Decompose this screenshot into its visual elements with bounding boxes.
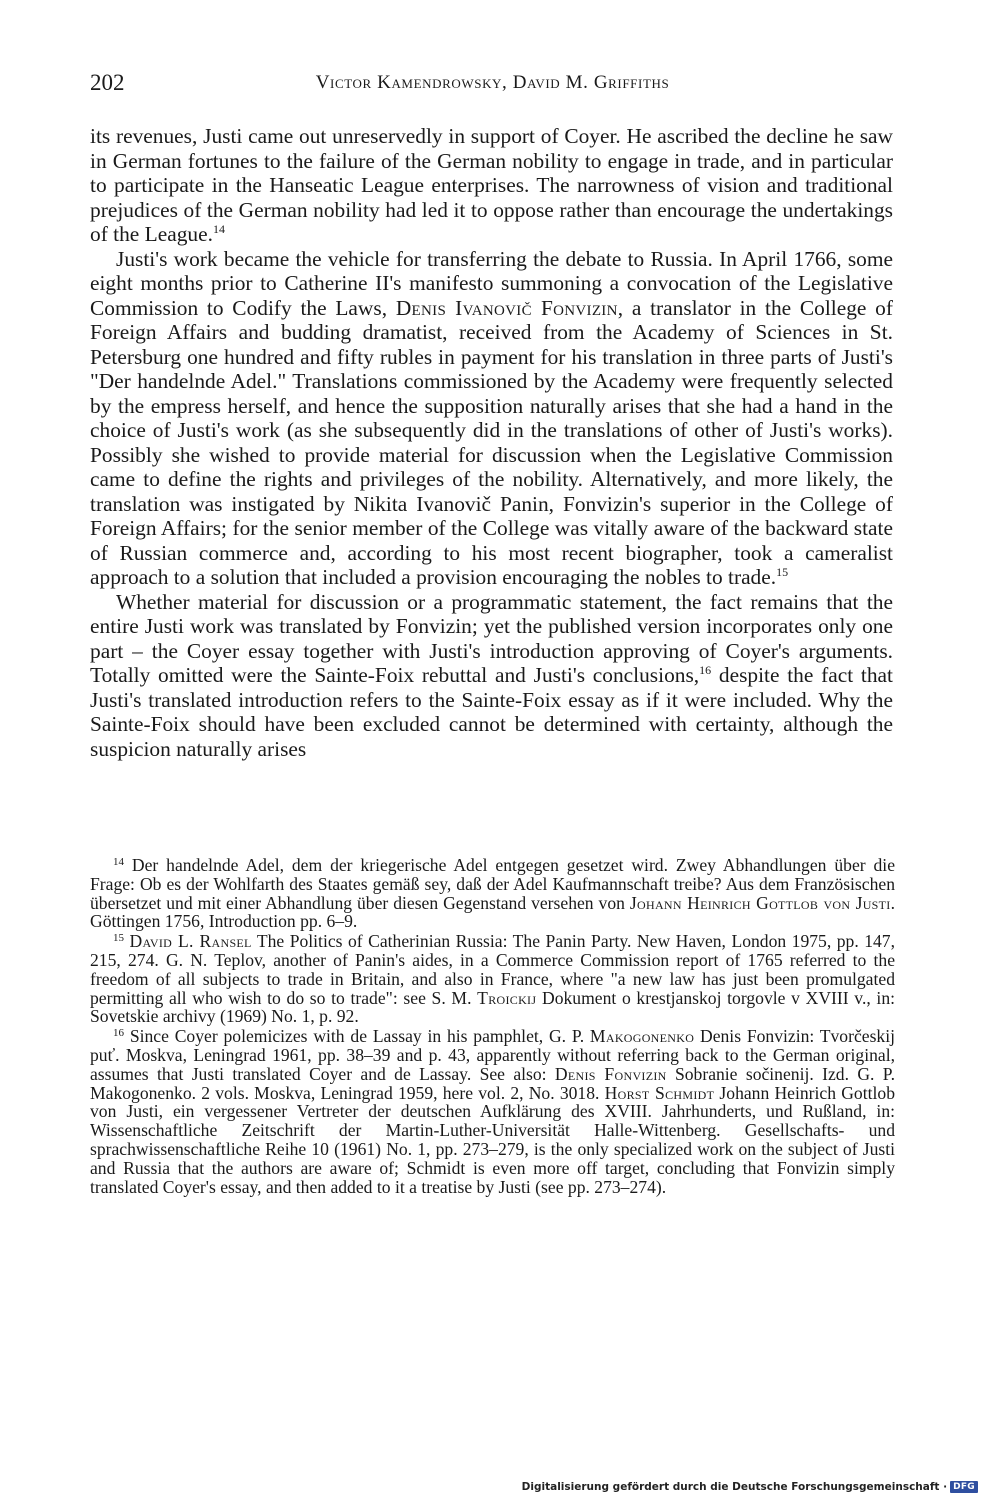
person-name: Denis Ivanovič Fonvizin bbox=[395, 295, 618, 320]
footnote-text: The Politics of Catherinian Russia: The Panin Party. New Haven, London 1975, pp. 147, 215, 274. G. N. Teplov, another of Panin's aides, in a Commerce Commission report of 1765 referred to the freedom of all subjects to trade in Britain, and also in France, where "a new law has just been promulgated permitting all who wish to do so to trade": see S. M. bbox=[90, 931, 896, 1008]
footnote-text: Der handelnde Adel, dem der kriegerische Adel entgegen gesetzet wird. Zwey Abhandlungen über die Frage: Ob es der Wohlfarth des Staates gemäß sey, daß der Adel Kaufmannschaft treibe? Aus dem Französischen übersetzet und mit einer Abhandlung über diesen Gegenstand versehen von bbox=[90, 855, 895, 913]
footnote-16 bbox=[90, 1027, 895, 1196]
footnote-number: 16 bbox=[113, 1027, 124, 1040]
author-name: Horst Schmidt bbox=[604, 1082, 715, 1103]
author-name: Makogonenko bbox=[589, 1026, 695, 1047]
footnote-text: Since Coyer polemicizes with de Lassay in his pamphlet, G. P. bbox=[129, 1026, 590, 1047]
funding-notice bbox=[522, 1481, 978, 1493]
footnote-15 bbox=[90, 932, 895, 1026]
footnotes bbox=[90, 856, 895, 1197]
footnote-ref-15[interactable]: 15 bbox=[776, 565, 789, 579]
paragraph-3 bbox=[90, 590, 893, 762]
paragraph-2 bbox=[90, 247, 893, 590]
running-title: Victor Kamendrowsky, David M. Griffiths bbox=[315, 72, 670, 93]
paragraph-text: Whether material for discussion or a programmatic statement, the fact remains that the entire Justi work was translated by Fonvizin; yet the published version incorporates only one part – the Coyer essay together with Justi's introduction approving of Coyer's arguments. Totally omitted were the Sainte-Foix rebuttal and Justi's conclusions, bbox=[90, 589, 893, 687]
paragraph-text: despite the fact that Justi's translated introduction refers to the Sainte-Foix essay as if it were included. Why the Sainte-Foix should have been excluded cannot be determined with certainty, although the suspicion naturally arises bbox=[90, 663, 893, 761]
footnote-number: 15 bbox=[113, 932, 124, 945]
footnote-text: Sobranie sočinenij. Izd. G. P. Makogonenko. 2 vols. Moskva, Leningrad 1959, here vol. 2, No. 3018. bbox=[90, 1063, 896, 1103]
footnote-text: Dokument o krestjanskoj torgovle v XVIII v., in: Sovetskie archivy (1969) No. 1, p. 92. bbox=[90, 987, 895, 1027]
footnote-text: . Göttingen 1756, Introduction pp. 6–9. bbox=[90, 892, 895, 932]
dfg-logo-icon: DFG bbox=[950, 1481, 978, 1493]
running-head bbox=[90, 70, 895, 100]
author-name: Johann Heinrich Gottlob von Justi bbox=[629, 892, 891, 913]
paragraph-text: , a translator in the College of Foreign Affairs and budding dramatist, received from the Academy of Sciences in St. Petersburg one hundred and fifty rubles in payment for his translation in three parts of Justi's "Der handelnde Adel." Translations commissioned by the Academy were frequently selected by the empress herself, and hence the supposition naturally arises that she had a hand in the choice of Justi's work (as she subsequently did in the translations of other of Justi's works). Possibly she wished to provide material for discussion when the Legislative Commission came to define the rights and privileges of the nobility. Alternatively, and more likely, the translation was instigated by Nikita Ivanovič Panin, Fonvizin's superior in the College of Foreign Affairs; for the senior member of the College was vitally aware of the backward state of Russian commerce and, according to his most recent biographer, took a cameralist approach to a solution that included a provision encouraging the nobles to trade. bbox=[90, 295, 893, 589]
footnote-number: 14 bbox=[113, 856, 124, 868]
page-number: 202 bbox=[90, 70, 125, 95]
footnote-text: Johann Heinrich Gottlob von Justi, ein vergessener Vertreter der deutschen Aufklärung des XVIII. Jahrhunderts, und Rußland, in: Wissenschaftliche Zeitschrift der Martin-Luther-Universität Halle-Wittenberg. Gesellschafts- und sprachwissenschaftliche Reihe 10 (1961) No. 1, pp. 273–279, is the only specialized work on the subject of Justi and Russia that the authors are aware of; Schmidt is even more off target, concluding that Fonvizin simply translated Coyer's essay, and then added to it a treatise by Justi (see pp. 273–274). bbox=[90, 1082, 895, 1197]
footnote-text: Denis Fonvizin: Tvorčeskij puť. Moskva, Leningrad 1961, pp. 38–39 and p. 43, apparently without referring back to the German original, assumes that Justi translated Coyer and de Lassay. See also: bbox=[90, 1026, 896, 1084]
footnote-ref-16[interactable]: 16 bbox=[699, 663, 712, 677]
author-name: Troickij bbox=[477, 987, 537, 1008]
footnote-ref-14[interactable]: 14 bbox=[212, 222, 225, 236]
footnote-14 bbox=[90, 856, 895, 931]
paragraph-text: Justi's work became the vehicle for transferring the debate to Russia. In April 1766, some eight months prior to Catherine II's manifesto summoning a convocation of the Legislative Commission to Codify the Laws, bbox=[90, 246, 893, 320]
author-name: Denis Fonvizin bbox=[554, 1063, 667, 1084]
main-text bbox=[90, 124, 893, 761]
paragraph-text: its revenues, Justi came out unreservedly in support of Coyer. He ascribed the decline he saw in German fortunes to the failure of the German nobility to engage in trade, and in particular to participate in the Hanseatic League enterprises. The narrowness of vision and traditional prejudices of the German nobility had led it to oppose rather than encourage the undertakings of the League. bbox=[90, 124, 893, 246]
author-name: David L. Ransel bbox=[129, 931, 252, 952]
funding-text: Digitalisierung gefördert durch die Deutsche Forschungsgemeinschaft · bbox=[521, 1481, 948, 1493]
paragraph-1 bbox=[90, 124, 893, 247]
